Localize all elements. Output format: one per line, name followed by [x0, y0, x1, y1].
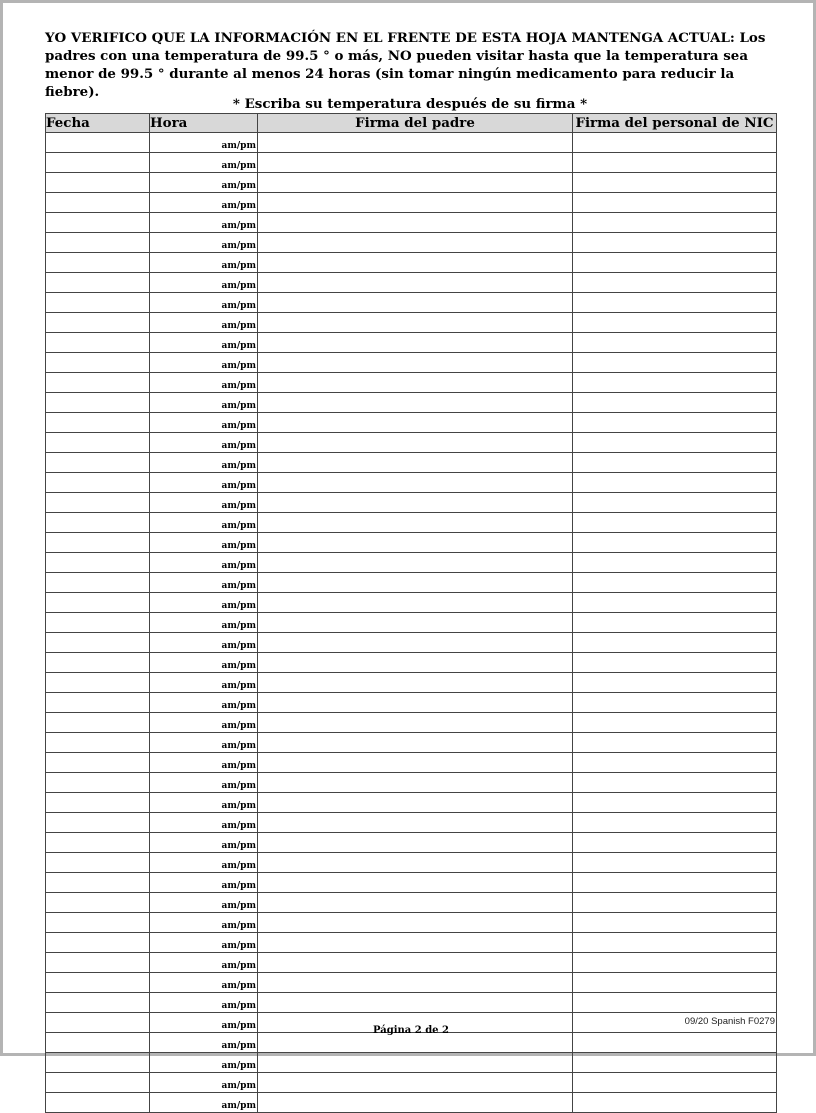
hora-cell[interactable] [150, 893, 258, 913]
hora-cell[interactable] [150, 233, 258, 253]
fecha-cell[interactable] [46, 1093, 150, 1113]
firma-padre-cell[interactable] [258, 233, 573, 253]
am-pm-label: am/pm [221, 501, 256, 511]
table-row [46, 173, 777, 193]
firma-personal-cell[interactable] [573, 953, 777, 973]
table-row [46, 633, 777, 653]
table-row [46, 993, 777, 1013]
fecha-cell[interactable] [46, 473, 150, 493]
firma-personal-cell[interactable] [573, 253, 777, 273]
notice-body: Los padres con una temperatura de 99.5 ° o más, NO pueden visitar hasta que la temperatura sea menor de 99.5 ° durante al menos 24 horas (sin tomar ningún medicamento para reducir la fiebre). [45, 30, 766, 100]
am-pm-label: am/pm [221, 1061, 256, 1071]
hora-cell[interactable] [150, 753, 258, 773]
firma-padre-cell[interactable] [258, 513, 573, 533]
fecha-cell[interactable] [46, 513, 150, 533]
notice-paragraph [45, 29, 775, 101]
firma-padre-cell[interactable] [258, 293, 573, 313]
am-pm-label: am/pm [221, 701, 256, 711]
hora-cell[interactable] [150, 273, 258, 293]
firma-padre-cell[interactable] [258, 173, 573, 193]
am-pm-label: am/pm [221, 541, 256, 551]
firma-padre-cell[interactable] [258, 673, 573, 693]
table-row [46, 913, 777, 933]
hora-cell[interactable] [150, 493, 258, 513]
fecha-cell[interactable] [46, 233, 150, 253]
firma-personal-cell[interactable] [573, 913, 777, 933]
firma-padre-cell[interactable] [258, 773, 573, 793]
hora-cell[interactable] [150, 173, 258, 193]
table-row [46, 253, 777, 273]
firma-personal-cell[interactable] [573, 933, 777, 953]
fecha-cell[interactable] [46, 373, 150, 393]
visit-log-table [45, 113, 777, 1113]
table-row [46, 193, 777, 213]
firma-padre-cell[interactable] [258, 1073, 573, 1093]
hora-cell[interactable] [150, 253, 258, 273]
hora-cell[interactable] [150, 713, 258, 733]
table-row [46, 753, 777, 773]
firma-padre-cell[interactable] [258, 613, 573, 633]
table-row [46, 873, 777, 893]
hora-cell[interactable] [150, 513, 258, 533]
hora-cell[interactable] [150, 313, 258, 333]
hora-cell[interactable] [150, 873, 258, 893]
hora-cell[interactable] [150, 653, 258, 673]
am-pm-label: am/pm [221, 581, 256, 591]
fecha-cell[interactable] [46, 973, 150, 993]
fecha-cell[interactable] [46, 833, 150, 853]
firma-personal-cell[interactable] [573, 773, 777, 793]
firma-personal-cell[interactable] [573, 613, 777, 633]
am-pm-label: am/pm [221, 821, 256, 831]
am-pm-label: am/pm [221, 1001, 256, 1011]
firma-personal-cell[interactable] [573, 813, 777, 833]
firma-padre-cell[interactable] [258, 873, 573, 893]
am-pm-label: am/pm [221, 321, 256, 331]
table-row [46, 353, 777, 373]
am-pm-label: am/pm [221, 981, 256, 991]
table-row [46, 393, 777, 413]
am-pm-label: am/pm [221, 681, 256, 691]
fecha-cell[interactable] [46, 693, 150, 713]
table-row [46, 413, 777, 433]
hora-cell[interactable] [150, 593, 258, 613]
table-row [46, 553, 777, 573]
header-hora: Hora [150, 114, 258, 133]
am-pm-label: am/pm [221, 221, 256, 231]
am-pm-label: am/pm [221, 561, 256, 571]
hora-cell[interactable] [150, 933, 258, 953]
fecha-cell[interactable] [46, 153, 150, 173]
table-row [46, 593, 777, 613]
firma-personal-cell[interactable] [573, 233, 777, 253]
hora-cell[interactable] [150, 953, 258, 973]
am-pm-label: am/pm [221, 661, 256, 671]
am-pm-label: am/pm [221, 181, 256, 191]
firma-padre-cell[interactable] [258, 853, 573, 873]
table-row [46, 313, 777, 333]
am-pm-label: am/pm [221, 481, 256, 491]
firma-personal-cell[interactable] [573, 193, 777, 213]
firma-padre-cell[interactable] [258, 473, 573, 493]
table-row [46, 573, 777, 593]
hora-cell[interactable] [150, 613, 258, 633]
fecha-cell[interactable] [46, 653, 150, 673]
fecha-cell[interactable] [46, 213, 150, 233]
table-row [46, 1093, 777, 1113]
firma-padre-cell[interactable] [258, 973, 573, 993]
firma-padre-cell[interactable] [258, 953, 573, 973]
firma-personal-cell[interactable] [573, 693, 777, 713]
firma-padre-cell[interactable] [258, 453, 573, 473]
fecha-cell[interactable] [46, 853, 150, 873]
firma-padre-cell[interactable] [258, 353, 573, 373]
firma-personal-cell[interactable] [573, 593, 777, 613]
firma-personal-cell[interactable] [573, 173, 777, 193]
fecha-cell[interactable] [46, 673, 150, 693]
am-pm-label: am/pm [221, 1081, 256, 1091]
table-row [46, 833, 777, 853]
table-row [46, 733, 777, 753]
firma-personal-cell[interactable] [573, 653, 777, 673]
firma-personal-cell[interactable] [573, 733, 777, 753]
firma-padre-cell[interactable] [258, 133, 573, 153]
firma-personal-cell[interactable] [573, 633, 777, 653]
firma-personal-cell[interactable] [573, 393, 777, 413]
fecha-cell[interactable] [46, 493, 150, 513]
firma-personal-cell[interactable] [573, 493, 777, 513]
table-row [46, 933, 777, 953]
table-row [46, 213, 777, 233]
table-row [46, 653, 777, 673]
am-pm-label: am/pm [221, 901, 256, 911]
hora-cell[interactable] [150, 573, 258, 593]
am-pm-label: am/pm [221, 881, 256, 891]
fecha-cell[interactable] [46, 433, 150, 453]
am-pm-label: am/pm [221, 961, 256, 971]
firma-personal-cell[interactable] [573, 133, 777, 153]
hora-cell[interactable] [150, 693, 258, 713]
firma-padre-cell[interactable] [258, 393, 573, 413]
table-body [46, 133, 777, 1113]
firma-personal-cell[interactable] [573, 853, 777, 873]
am-pm-label: am/pm [221, 601, 256, 611]
am-pm-label: am/pm [221, 141, 256, 151]
am-pm-label: am/pm [221, 761, 256, 771]
hora-cell[interactable] [150, 553, 258, 573]
table-row [46, 473, 777, 493]
firma-personal-cell[interactable] [573, 313, 777, 333]
firma-padre-cell[interactable] [258, 313, 573, 333]
table-row [46, 793, 777, 813]
firma-personal-cell[interactable] [573, 713, 777, 733]
firma-personal-cell[interactable] [573, 993, 777, 1013]
firma-padre-cell[interactable] [258, 573, 573, 593]
firma-personal-cell[interactable] [573, 533, 777, 553]
fecha-cell[interactable] [46, 393, 150, 413]
firma-padre-cell[interactable] [258, 913, 573, 933]
hora-cell[interactable] [150, 533, 258, 553]
firma-personal-cell[interactable] [573, 373, 777, 393]
firma-padre-cell[interactable] [258, 433, 573, 453]
table-row [46, 133, 777, 153]
firma-padre-cell[interactable] [258, 373, 573, 393]
hora-cell[interactable] [150, 673, 258, 693]
fecha-cell[interactable] [46, 553, 150, 573]
fecha-cell[interactable] [46, 633, 150, 653]
table-row [46, 693, 777, 713]
hora-cell[interactable] [150, 733, 258, 753]
table-row [46, 813, 777, 833]
hora-cell[interactable] [150, 813, 258, 833]
am-pm-label: am/pm [221, 201, 256, 211]
table-row [46, 373, 777, 393]
firma-personal-cell[interactable] [573, 1093, 777, 1113]
firma-padre-cell[interactable] [258, 813, 573, 833]
fecha-cell[interactable] [46, 753, 150, 773]
am-pm-label: am/pm [221, 161, 256, 171]
fecha-cell[interactable] [46, 353, 150, 373]
hora-cell[interactable] [150, 913, 258, 933]
table-row [46, 893, 777, 913]
firma-padre-cell[interactable] [258, 533, 573, 553]
am-pm-label: am/pm [221, 441, 256, 451]
am-pm-label: am/pm [221, 741, 256, 751]
hora-cell[interactable] [150, 353, 258, 373]
fecha-cell[interactable] [46, 953, 150, 973]
table-header-row [46, 114, 777, 133]
firma-padre-cell[interactable] [258, 413, 573, 433]
hora-cell[interactable] [150, 433, 258, 453]
table-row [46, 613, 777, 633]
table-row [46, 713, 777, 733]
firma-padre-cell[interactable] [258, 733, 573, 753]
firma-personal-cell[interactable] [573, 293, 777, 313]
hora-cell[interactable] [150, 773, 258, 793]
hora-cell[interactable] [150, 633, 258, 653]
form-code: 09/20 Spanish F0279 [684, 1016, 775, 1027]
table-row [46, 333, 777, 353]
firma-personal-cell[interactable] [573, 973, 777, 993]
fecha-cell[interactable] [46, 413, 150, 433]
firma-personal-cell[interactable] [573, 473, 777, 493]
firma-personal-cell[interactable] [573, 153, 777, 173]
firma-personal-cell[interactable] [573, 353, 777, 373]
hora-cell[interactable] [150, 133, 258, 153]
firma-personal-cell[interactable] [573, 333, 777, 353]
fecha-cell[interactable] [46, 873, 150, 893]
hora-cell[interactable] [150, 193, 258, 213]
firma-padre-cell[interactable] [258, 753, 573, 773]
hora-cell[interactable] [150, 1093, 258, 1113]
am-pm-label: am/pm [221, 1101, 256, 1111]
firma-personal-cell[interactable] [573, 213, 777, 233]
firma-personal-cell[interactable] [573, 753, 777, 773]
page-number: Página 2 de 2 [373, 1025, 449, 1036]
am-pm-label: am/pm [221, 841, 256, 851]
firma-personal-cell[interactable] [573, 1073, 777, 1093]
table-row [46, 153, 777, 173]
firma-padre-cell[interactable] [258, 893, 573, 913]
firma-personal-cell[interactable] [573, 873, 777, 893]
firma-personal-cell[interactable] [573, 453, 777, 473]
hora-cell[interactable] [150, 1073, 258, 1093]
fecha-cell[interactable] [46, 1073, 150, 1093]
firma-padre-cell[interactable] [258, 933, 573, 953]
firma-padre-cell[interactable] [258, 153, 573, 173]
table-row [46, 953, 777, 973]
table-row [46, 433, 777, 453]
fecha-cell[interactable] [46, 593, 150, 613]
hora-cell[interactable] [150, 293, 258, 313]
am-pm-label: am/pm [221, 461, 256, 471]
am-pm-label: am/pm [221, 241, 256, 251]
table-row [46, 1073, 777, 1093]
hora-cell[interactable] [150, 853, 258, 873]
am-pm-label: am/pm [221, 861, 256, 871]
table-row [46, 293, 777, 313]
table-row [46, 493, 777, 513]
firma-padre-cell[interactable] [258, 693, 573, 713]
table-row [46, 533, 777, 553]
am-pm-label: am/pm [221, 421, 256, 431]
hora-cell[interactable] [150, 373, 258, 393]
am-pm-label: am/pm [221, 921, 256, 931]
header-fecha: Fecha [46, 114, 150, 133]
hora-cell[interactable] [150, 993, 258, 1013]
hora-cell[interactable] [150, 973, 258, 993]
am-pm-label: am/pm [221, 641, 256, 651]
fecha-cell[interactable] [46, 533, 150, 553]
firma-personal-cell[interactable] [573, 793, 777, 813]
am-pm-label: am/pm [221, 381, 256, 391]
firma-padre-cell[interactable] [258, 1093, 573, 1113]
firma-padre-cell[interactable] [258, 333, 573, 353]
temperature-instruction: * Escriba su temperatura después de su firma * [232, 96, 588, 112]
hora-cell[interactable] [150, 833, 258, 853]
firma-padre-cell[interactable] [258, 553, 573, 573]
firma-padre-cell[interactable] [258, 793, 573, 813]
am-pm-label: am/pm [221, 1021, 256, 1031]
header-firma-personal: Firma del personal de NIC [573, 114, 777, 133]
firma-padre-cell[interactable] [258, 253, 573, 273]
fecha-cell[interactable] [46, 993, 150, 1013]
hora-cell[interactable] [150, 473, 258, 493]
hora-cell[interactable] [150, 413, 258, 433]
firma-padre-cell[interactable] [258, 633, 573, 653]
table-row [46, 453, 777, 473]
am-pm-label: am/pm [221, 621, 256, 631]
hora-cell[interactable] [150, 453, 258, 473]
firma-padre-cell[interactable] [258, 593, 573, 613]
hora-cell[interactable] [150, 153, 258, 173]
notice-lead: YO VERIFICO QUE LA INFORMACIÓN EN EL FRENTE DE ESTA HOJA MANTENGA ACTUAL: [45, 30, 735, 46]
am-pm-label: am/pm [221, 261, 256, 271]
am-pm-label: am/pm [221, 941, 256, 951]
am-pm-label: am/pm [221, 281, 256, 291]
firma-padre-cell[interactable] [258, 713, 573, 733]
firma-personal-cell[interactable] [573, 413, 777, 433]
hora-cell[interactable] [150, 393, 258, 413]
fecha-cell[interactable] [46, 713, 150, 733]
fecha-cell[interactable] [46, 293, 150, 313]
table-row [46, 233, 777, 253]
hora-cell[interactable] [150, 793, 258, 813]
fecha-cell[interactable] [46, 333, 150, 353]
fecha-cell[interactable] [46, 893, 150, 913]
fecha-cell[interactable] [46, 913, 150, 933]
am-pm-label: am/pm [221, 341, 256, 351]
am-pm-label: am/pm [221, 361, 256, 371]
am-pm-label: am/pm [221, 1041, 256, 1051]
fecha-cell[interactable] [46, 273, 150, 293]
am-pm-label: am/pm [221, 401, 256, 411]
firma-personal-cell[interactable] [573, 673, 777, 693]
am-pm-label: am/pm [221, 801, 256, 811]
hora-cell[interactable] [150, 213, 258, 233]
fecha-cell[interactable] [46, 173, 150, 193]
am-pm-label: am/pm [221, 521, 256, 531]
firma-padre-cell[interactable] [258, 833, 573, 853]
fecha-cell[interactable] [46, 773, 150, 793]
firma-padre-cell[interactable] [258, 193, 573, 213]
firma-personal-cell[interactable] [573, 573, 777, 593]
table-row [46, 513, 777, 533]
am-pm-label: am/pm [221, 301, 256, 311]
table-row [46, 673, 777, 693]
table-row [46, 273, 777, 293]
fecha-cell[interactable] [46, 793, 150, 813]
fecha-cell[interactable] [46, 253, 150, 273]
firma-personal-cell[interactable] [573, 893, 777, 913]
table-row [46, 853, 777, 873]
firma-personal-cell[interactable] [573, 513, 777, 533]
fecha-cell[interactable] [46, 573, 150, 593]
firma-padre-cell[interactable] [258, 213, 573, 233]
header-firma-padre: Firma del padre [258, 114, 573, 133]
am-pm-label: am/pm [221, 721, 256, 731]
table-row [46, 773, 777, 793]
firma-padre-cell[interactable] [258, 993, 573, 1013]
firma-personal-cell[interactable] [573, 273, 777, 293]
firma-padre-cell[interactable] [258, 653, 573, 673]
firma-padre-cell[interactable] [258, 493, 573, 513]
fecha-cell[interactable] [46, 453, 150, 473]
hora-cell[interactable] [150, 333, 258, 353]
am-pm-label: am/pm [221, 781, 256, 791]
fecha-cell[interactable] [46, 813, 150, 833]
fecha-cell[interactable] [46, 613, 150, 633]
firma-personal-cell[interactable] [573, 553, 777, 573]
fecha-cell[interactable] [46, 733, 150, 753]
fecha-cell[interactable] [46, 193, 150, 213]
firma-padre-cell[interactable] [258, 273, 573, 293]
fecha-cell[interactable] [46, 933, 150, 953]
firma-personal-cell[interactable] [573, 833, 777, 853]
fecha-cell[interactable] [46, 133, 150, 153]
table-row [46, 973, 777, 993]
fecha-cell[interactable] [46, 313, 150, 333]
firma-personal-cell[interactable] [573, 433, 777, 453]
